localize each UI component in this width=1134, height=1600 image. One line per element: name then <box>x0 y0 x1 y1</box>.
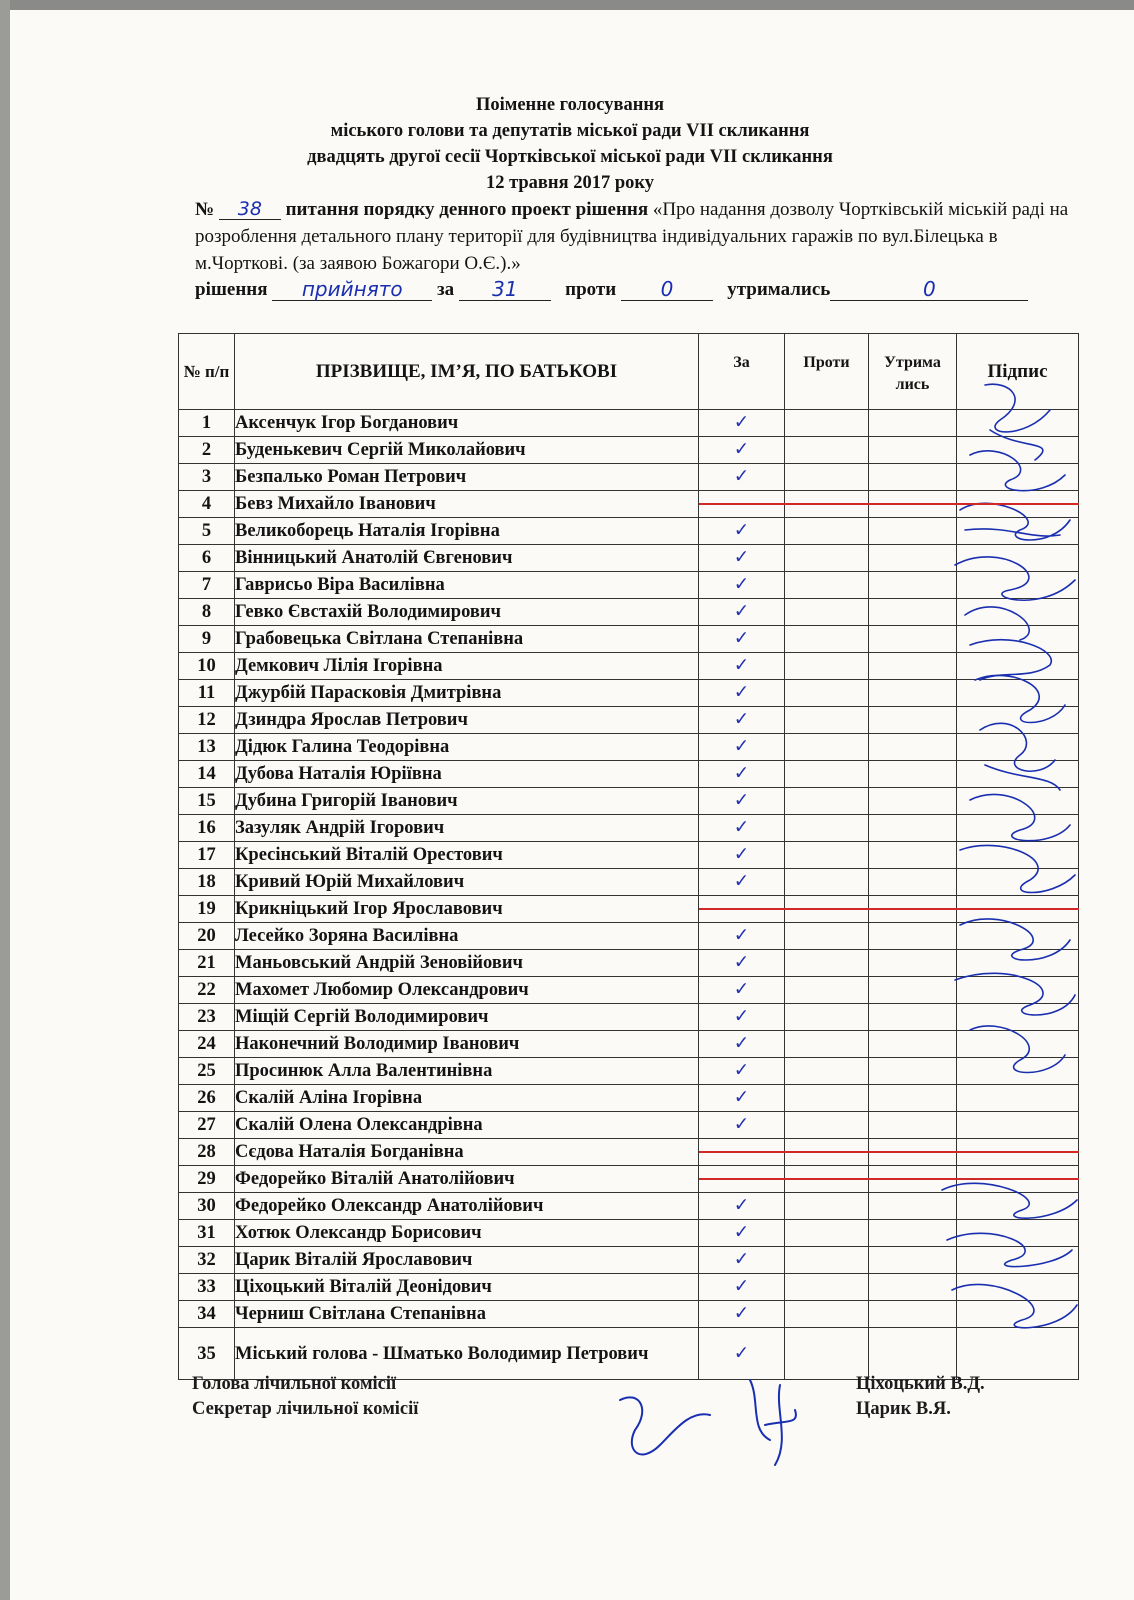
deputy-name: Федорейко Олександр Анатолійович <box>235 1193 699 1220</box>
deputy-name: Царик Віталій Ярославович <box>235 1247 699 1274</box>
vote-against-cell <box>785 1004 869 1031</box>
deputy-name: Гаврисьо Віра Василівна <box>235 572 699 599</box>
row-number: 25 <box>179 1058 235 1085</box>
abstain-label: утримались <box>727 279 831 300</box>
vote-for-cell: ✓ <box>699 464 785 491</box>
vote-against-cell <box>785 923 869 950</box>
row-number: 2 <box>179 437 235 464</box>
deputy-name: Аксенчук Ігор Богданович <box>235 410 699 437</box>
for-label: за <box>437 279 455 300</box>
vote-abstain-cell <box>869 1112 957 1139</box>
vote-against-cell <box>785 1085 869 1112</box>
vote-for-cell: ✓ <box>699 923 785 950</box>
deputy-name: Сєдова Наталія Богданівна <box>235 1139 699 1166</box>
secretary-label: Секретар лічильної комісії <box>192 1399 419 1419</box>
row-number: 21 <box>179 950 235 977</box>
vote-against-cell <box>785 977 869 1004</box>
agenda-label: питання порядку денного проект рішення <box>285 199 649 220</box>
vote-against-cell <box>785 1220 869 1247</box>
vote-for-cell: ✓ <box>699 1058 785 1085</box>
deputy-name: Маньовський Андрій Зеновійович <box>235 950 699 977</box>
vote-against-cell <box>785 464 869 491</box>
absent-strike-line <box>699 908 1079 910</box>
vote-for-cell: ✓ <box>699 788 785 815</box>
row-number: 17 <box>179 842 235 869</box>
row-number: 10 <box>179 653 235 680</box>
vote-against-cell <box>785 788 869 815</box>
vote-for-cell: ✓ <box>699 1328 785 1380</box>
row-number: 32 <box>179 1247 235 1274</box>
vote-for-cell: ✓ <box>699 977 785 1004</box>
deputy-name: Крикніцький Ігор Ярославович <box>235 896 699 923</box>
row-number: 9 <box>179 626 235 653</box>
vote-for-cell: ✓ <box>699 1274 785 1301</box>
row-number: 26 <box>179 1085 235 1112</box>
row-number: 5 <box>179 518 235 545</box>
vote-against-cell <box>785 572 869 599</box>
row-number: 11 <box>179 680 235 707</box>
row-number: 14 <box>179 761 235 788</box>
footer-chair <box>192 1374 985 1395</box>
vote-against-cell <box>785 437 869 464</box>
deputy-name: Дубова Наталія Юріївна <box>235 761 699 788</box>
vote-against-cell <box>785 761 869 788</box>
agenda-number: 38 <box>219 199 281 220</box>
scan-edge <box>0 0 1134 10</box>
vote-for-cell: ✓ <box>699 1004 785 1031</box>
header-for: За <box>699 334 785 410</box>
agenda-prefix: № <box>195 199 215 220</box>
vote-for-cell: ✓ <box>699 572 785 599</box>
vote-for-cell: ✓ <box>699 1301 785 1328</box>
vote-against-cell <box>785 734 869 761</box>
vote-for-cell: ✓ <box>699 653 785 680</box>
row-number: 6 <box>179 545 235 572</box>
row-number: 7 <box>179 572 235 599</box>
row-number: 31 <box>179 1220 235 1247</box>
vote-for-cell: ✓ <box>699 761 785 788</box>
vote-against-cell <box>785 815 869 842</box>
decision-value: прийнято <box>272 278 432 301</box>
deputy-name: Кривий Юрій Михайлович <box>235 869 699 896</box>
vote-for-cell: ✓ <box>699 1085 785 1112</box>
vote-against-cell <box>785 410 869 437</box>
heading-line: 12 травня 2017 року <box>485 173 655 193</box>
vote-for-cell: ✓ <box>699 815 785 842</box>
document-heading <box>150 92 990 196</box>
vote-against-cell <box>785 1031 869 1058</box>
vote-for-cell: ✓ <box>699 437 785 464</box>
row-number: 24 <box>179 1031 235 1058</box>
deputy-name: Міщій Сергій Володимирович <box>235 1004 699 1031</box>
deputy-name: Наконечний Володимир Іванович <box>235 1031 699 1058</box>
commission-signatures <box>600 1370 840 1480</box>
row-number: 18 <box>179 869 235 896</box>
vote-for-cell: ✓ <box>699 1193 785 1220</box>
row-number: 22 <box>179 977 235 1004</box>
signature-scribbles <box>932 1170 1082 1340</box>
deputy-name: Джурбій Парасковія Дмитрівна <box>235 680 699 707</box>
row-number: 16 <box>179 815 235 842</box>
deputy-name: Кресінський Віталій Орестович <box>235 842 699 869</box>
header-against: Проти <box>785 334 869 410</box>
vote-for-cell: ✓ <box>699 518 785 545</box>
vote-for-cell: ✓ <box>699 1247 785 1274</box>
absent-strike-line <box>699 503 1079 505</box>
absent-strike-line <box>699 1178 1079 1180</box>
vote-for-cell: ✓ <box>699 1112 785 1139</box>
vote-against-cell <box>785 1301 869 1328</box>
chair-name: Ціхоцький В.Д. <box>856 1374 985 1394</box>
row-number: 19 <box>179 896 235 923</box>
row-number: 27 <box>179 1112 235 1139</box>
agenda-item <box>195 196 1085 277</box>
vote-against-cell <box>785 626 869 653</box>
row-number: 3 <box>179 464 235 491</box>
vote-for-cell: ✓ <box>699 626 785 653</box>
vote-for-cell: ✓ <box>699 599 785 626</box>
vote-against-cell <box>785 599 869 626</box>
deputy-name: Міський голова - Шматько Володимир Петрович <box>235 1328 699 1380</box>
row-number: 29 <box>179 1166 235 1193</box>
deputy-name: Грабовецька Світлана Степанівна <box>235 626 699 653</box>
deputy-name: Дідюк Галина Теодорівна <box>235 734 699 761</box>
vote-for-cell: ✓ <box>699 869 785 896</box>
row-number: 4 <box>179 491 235 518</box>
deputy-name: Скалій Олена Олександрівна <box>235 1112 699 1139</box>
header-abstain: Утрима лись <box>869 334 957 410</box>
header-signature: Підпис <box>957 334 1079 410</box>
footer-secretary <box>192 1399 951 1420</box>
row-number: 20 <box>179 923 235 950</box>
vote-for-cell: ✓ <box>699 950 785 977</box>
deputy-name: Дубина Григорій Іванович <box>235 788 699 815</box>
vote-against-cell <box>785 1193 869 1220</box>
deputy-name: Ціхоцький Віталій Деонідович <box>235 1274 699 1301</box>
row-number: 12 <box>179 707 235 734</box>
deputy-name: Лесейко Зоряна Василівна <box>235 923 699 950</box>
vote-for-cell: ✓ <box>699 545 785 572</box>
agenda-text: «Про надання дозволу Чортківській міській раді на розроблення детального плану території для будівництва індивідуальних гаражів по вул.Білецька в м.Чорткові. (за заявою Божагори О.Є.).» <box>195 199 1069 274</box>
vote-for-cell: ✓ <box>699 842 785 869</box>
vote-for-cell: ✓ <box>699 680 785 707</box>
vote-against-cell <box>785 680 869 707</box>
deputy-name: Черниш Світлана Степанівна <box>235 1301 699 1328</box>
deputy-name: Буденькевич Сергій Миколайович <box>235 437 699 464</box>
vote-against-cell <box>785 1274 869 1301</box>
against-label: проти <box>565 279 617 300</box>
vote-against-cell <box>785 653 869 680</box>
row-number: 8 <box>179 599 235 626</box>
vote-against-cell <box>785 842 869 869</box>
deputy-name: Великоборець Наталія Ігорівна <box>235 518 699 545</box>
against-count: 0 <box>621 278 713 301</box>
heading-line: міського голови та депутатів міської ради VII скликання <box>330 121 810 141</box>
abstain-count: 0 <box>830 278 1028 301</box>
deputy-name: Махомет Любомир Олександрович <box>235 977 699 1004</box>
decision-line <box>195 278 1095 301</box>
row-number: 28 <box>179 1139 235 1166</box>
header-number: № п/п <box>179 334 235 410</box>
decision-label: рішення <box>195 279 268 300</box>
table-row <box>179 1112 1079 1139</box>
vote-against-cell <box>785 1247 869 1274</box>
for-count: 31 <box>459 278 551 301</box>
vote-against-cell <box>785 518 869 545</box>
vote-for-cell: ✓ <box>699 734 785 761</box>
vote-against-cell <box>785 869 869 896</box>
row-number: 15 <box>179 788 235 815</box>
vote-for-cell: ✓ <box>699 1031 785 1058</box>
row-number: 34 <box>179 1301 235 1328</box>
deputy-name: Хотюк Олександр Борисович <box>235 1220 699 1247</box>
vote-against-cell <box>785 1112 869 1139</box>
deputy-name: Вінницький Анатолій Євгенович <box>235 545 699 572</box>
deputy-name: Просинюк Алла Валентинівна <box>235 1058 699 1085</box>
row-number: 23 <box>179 1004 235 1031</box>
vote-against-cell <box>785 950 869 977</box>
deputy-name: Зазуляк Андрій Ігорович <box>235 815 699 842</box>
deputy-name: Скалій Аліна Ігорівна <box>235 1085 699 1112</box>
secretary-name: Царик В.Я. <box>856 1399 951 1419</box>
vote-for-cell: ✓ <box>699 1220 785 1247</box>
deputy-name: Федорейко Віталій Анатолійович <box>235 1166 699 1193</box>
absent-strike-line <box>699 1151 1079 1153</box>
row-number: 33 <box>179 1274 235 1301</box>
vote-against-cell <box>785 545 869 572</box>
header-name: ПРІЗВИЩЕ, ІМ’Я, ПО БАТЬКОВІ <box>235 334 699 410</box>
deputy-name: Дзиндра Ярослав Петрович <box>235 707 699 734</box>
deputy-name: Бевз Михайло Іванович <box>235 491 699 518</box>
deputy-name: Гевко Євстахій Володимирович <box>235 599 699 626</box>
chair-label: Голова лічильної комісії <box>192 1374 397 1394</box>
signature-scribbles <box>940 380 1080 1100</box>
heading-line: Поіменне голосування <box>475 95 665 115</box>
signature-cell <box>957 1112 1079 1139</box>
scan-edge <box>0 0 10 1600</box>
vote-against-cell <box>785 707 869 734</box>
vote-for-cell: ✓ <box>699 707 785 734</box>
row-number: 35 <box>179 1328 235 1380</box>
row-number: 1 <box>179 410 235 437</box>
deputy-name: Безпалько Роман Петрович <box>235 464 699 491</box>
vote-for-cell: ✓ <box>699 410 785 437</box>
deputy-name: Демкович Лілія Ігорівна <box>235 653 699 680</box>
vote-against-cell <box>785 1058 869 1085</box>
row-number: 13 <box>179 734 235 761</box>
heading-line: двадцять другої сесії Чортківської міської ради VII скликання <box>307 147 833 167</box>
row-number: 30 <box>179 1193 235 1220</box>
